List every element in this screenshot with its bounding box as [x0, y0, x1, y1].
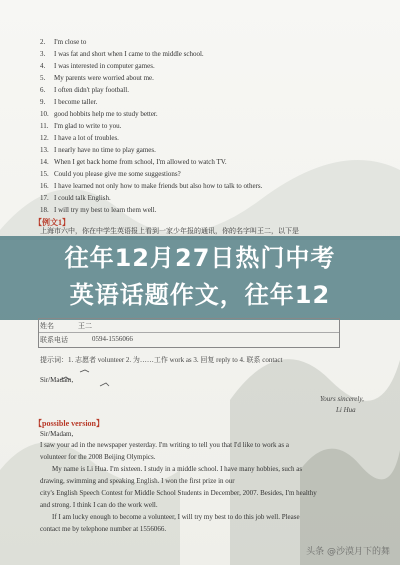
letter-body-line: and strong. I think I can do the work well. [40, 501, 158, 509]
hint-words: 提示词：1. 志愿者 volunteer 2. 为……工作 work as 3. 回复 reply to 4. 联系 contact [40, 356, 283, 364]
sentence-line [40, 158, 227, 167]
table-row-name [40, 321, 92, 331]
example-heading: 【例文1】 [34, 218, 70, 227]
sentence-line [40, 170, 181, 179]
sentence-number: 2. [40, 38, 46, 46]
watermark: 头条 @沙漠月下的舞 [306, 547, 390, 557]
sentence-line [40, 110, 158, 119]
sentence-number: 3. [40, 50, 46, 58]
sentence-text: I'm close to [54, 38, 87, 46]
sentence-text: I have a lot of troubles. [54, 134, 119, 142]
sentence-number: 12. [40, 134, 49, 142]
article-title: 往年12月27日热门中考 英语话题作文，往年12 [64, 244, 336, 309]
example-text-line: 上海市六中，你在中学生英语报上看到一家少年报的通讯，你的名字叫王二，以下是 [40, 227, 299, 235]
table-row-phone [40, 335, 133, 345]
sentence-number: 16. [40, 182, 49, 190]
sentence-text: I'm glad to write to you. [54, 122, 122, 130]
letter-body-line: contact me by telephone number at 1556066. [40, 525, 167, 533]
letter-body-line: My name is Li Hua. I'm sixteen. I study in a middle school. I have many hobbies, such as [52, 465, 303, 473]
sentence-number: 14. [40, 158, 49, 166]
sentence-text: I nearly have no time to play games. [54, 146, 156, 154]
sentence-line [40, 50, 204, 59]
letter-body-line: I saw your ad in the newspaper yesterday. I'm writing to tell you that I'd like to work as a [40, 441, 289, 449]
table-cell-value: 王二 [78, 322, 92, 330]
letter-body-line: drawing, swimming and speaking English. I won the first prize in our [40, 477, 235, 485]
table-cell-label: 姓名 [40, 322, 54, 330]
sentence-text: My parents were worried about me. [54, 74, 154, 82]
sentence-number: 13. [40, 146, 49, 154]
sentence-text: I could talk English. [54, 194, 111, 202]
sentence-text: I was interested in computer games. [54, 62, 155, 70]
sentence-number: 18. [40, 206, 49, 214]
sentence-line [40, 134, 119, 143]
sentence-text: I was fat and short when I came to the middle school. [54, 50, 204, 58]
letter-body-line: city's English Speech Contest for Middle School Students in December, 2007. Besides, I'm healthy [40, 489, 317, 497]
letter-body-line: If I am lucky enough to become a volunteer, I will try my best to do this job well. Please [52, 513, 300, 521]
sentence-number: 9. [40, 98, 46, 106]
salutation: Sir/Madam, [40, 376, 74, 384]
sentence-line [40, 182, 262, 191]
sentence-number: 5. [40, 74, 46, 82]
sentence-line [40, 62, 155, 71]
sentence-number: 11. [40, 122, 49, 130]
sentence-text: I become taller. [54, 98, 98, 106]
sentence-line [40, 146, 156, 155]
sentence-number: 6. [40, 86, 46, 94]
sentence-text: I often didn't play football. [54, 86, 129, 94]
sentence-line [40, 74, 154, 83]
sentence-number: 4. [40, 62, 46, 70]
sentence-line [40, 98, 97, 107]
sentence-line [40, 122, 121, 131]
letter-body-line: volunteer for the 2008 Beijing Olympics. [40, 453, 156, 461]
table-cell-value: 0594-1556066 [92, 335, 133, 343]
possible-version-heading: 【possible version】 [34, 419, 105, 428]
sentence-line [40, 38, 86, 47]
sentence-text: I will try my best to learn them well. [54, 206, 157, 214]
sentence-text: When I get back home from school, I'm allowed to watch TV. [54, 158, 227, 166]
sentence-number: 15. [40, 170, 49, 178]
sentence-line [40, 194, 111, 203]
sentence-line [40, 206, 156, 215]
sentence-number: 10. [40, 110, 49, 118]
sentence-text: I have learned not only how to make friends but also how to talk to others. [54, 182, 263, 190]
sentence-line [40, 86, 129, 95]
sentence-text: good hobbits help me to study better. [54, 110, 158, 118]
signature: Li Hua [336, 406, 356, 414]
salutation-2: Sir/Madam, [40, 430, 74, 438]
closing: Yours sincerely, [320, 395, 364, 403]
sentence-text: Could you please give me some suggestions? [54, 170, 181, 178]
table-cell-label: 联系电话 [40, 336, 68, 344]
sentence-number: 17. [40, 194, 49, 202]
